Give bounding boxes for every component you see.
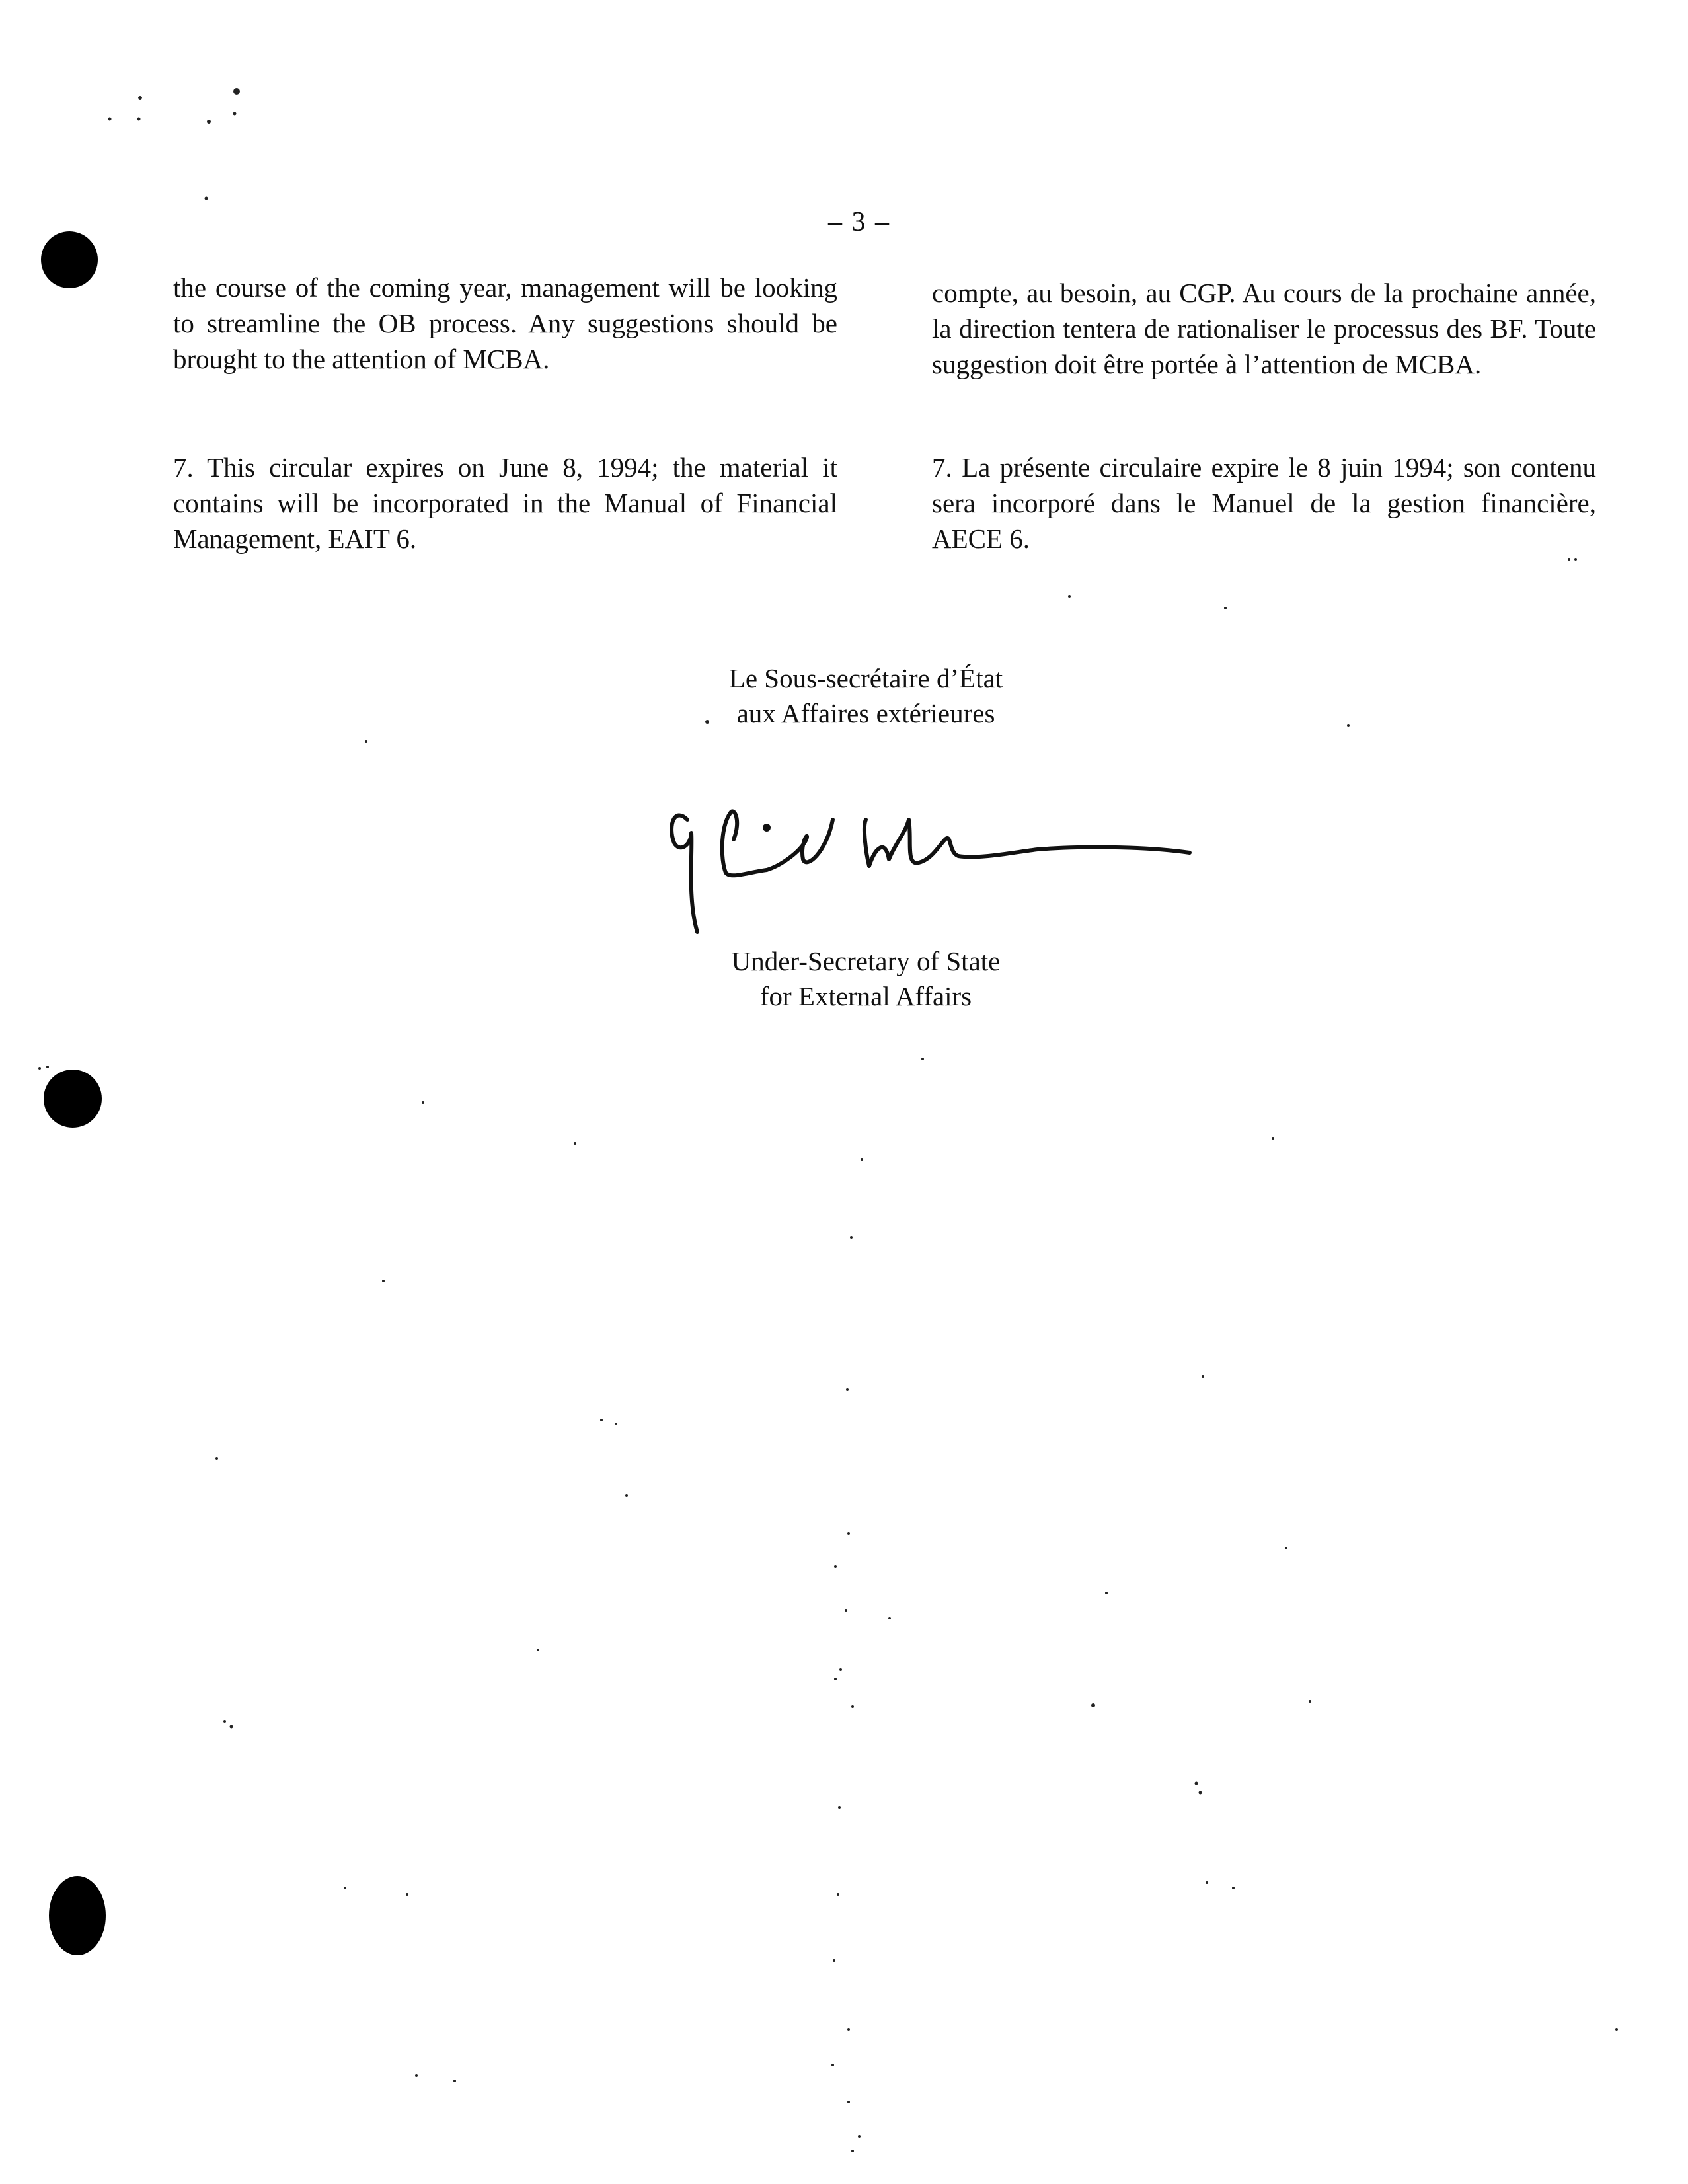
signatory-title-french-line-2: aux Affaires extérieures [736, 698, 995, 728]
signatory-title-english-line-1: Under-Secretary of State [731, 946, 1001, 976]
english-paragraph-continued: the course of the coming year, management will be looking to streamline the OB process. Any suggestions should be brought to the attention of MCBA. [173, 272, 837, 374]
page-number: – 3 – [828, 207, 890, 237]
signatory-title-english [568, 944, 1163, 1014]
signatory-title-french-line-1: Le Sous-secrétaire d’État [728, 663, 1003, 693]
english-column-item-7 [173, 449, 837, 557]
english-paragraph-7: 7. This circular expires on June 8, 1994; the material it contains will be incorporated in the Manual of Financial Management, EAIT 6. [173, 452, 837, 554]
french-column-item-7 [932, 449, 1596, 557]
french-paragraph-continued: compte, au besoin, au CGP. Au cours de la prochaine année, la direction tentera de rationaliser le processus des BF. Toute suggestion doit être portée à l’attention de MCBA. [932, 278, 1596, 379]
french-column [932, 275, 1596, 382]
handwritten-signature [668, 780, 1196, 939]
signatory-title-french [568, 661, 1163, 731]
english-column [173, 270, 837, 377]
french-paragraph-7: 7. La présente circulaire expire le 8 juin 1994; son contenu sera incorporé dans le Manuel de la gestion financière, AECE 6. [932, 452, 1596, 554]
signatory-title-english-line-2: for External Affairs [759, 981, 972, 1011]
